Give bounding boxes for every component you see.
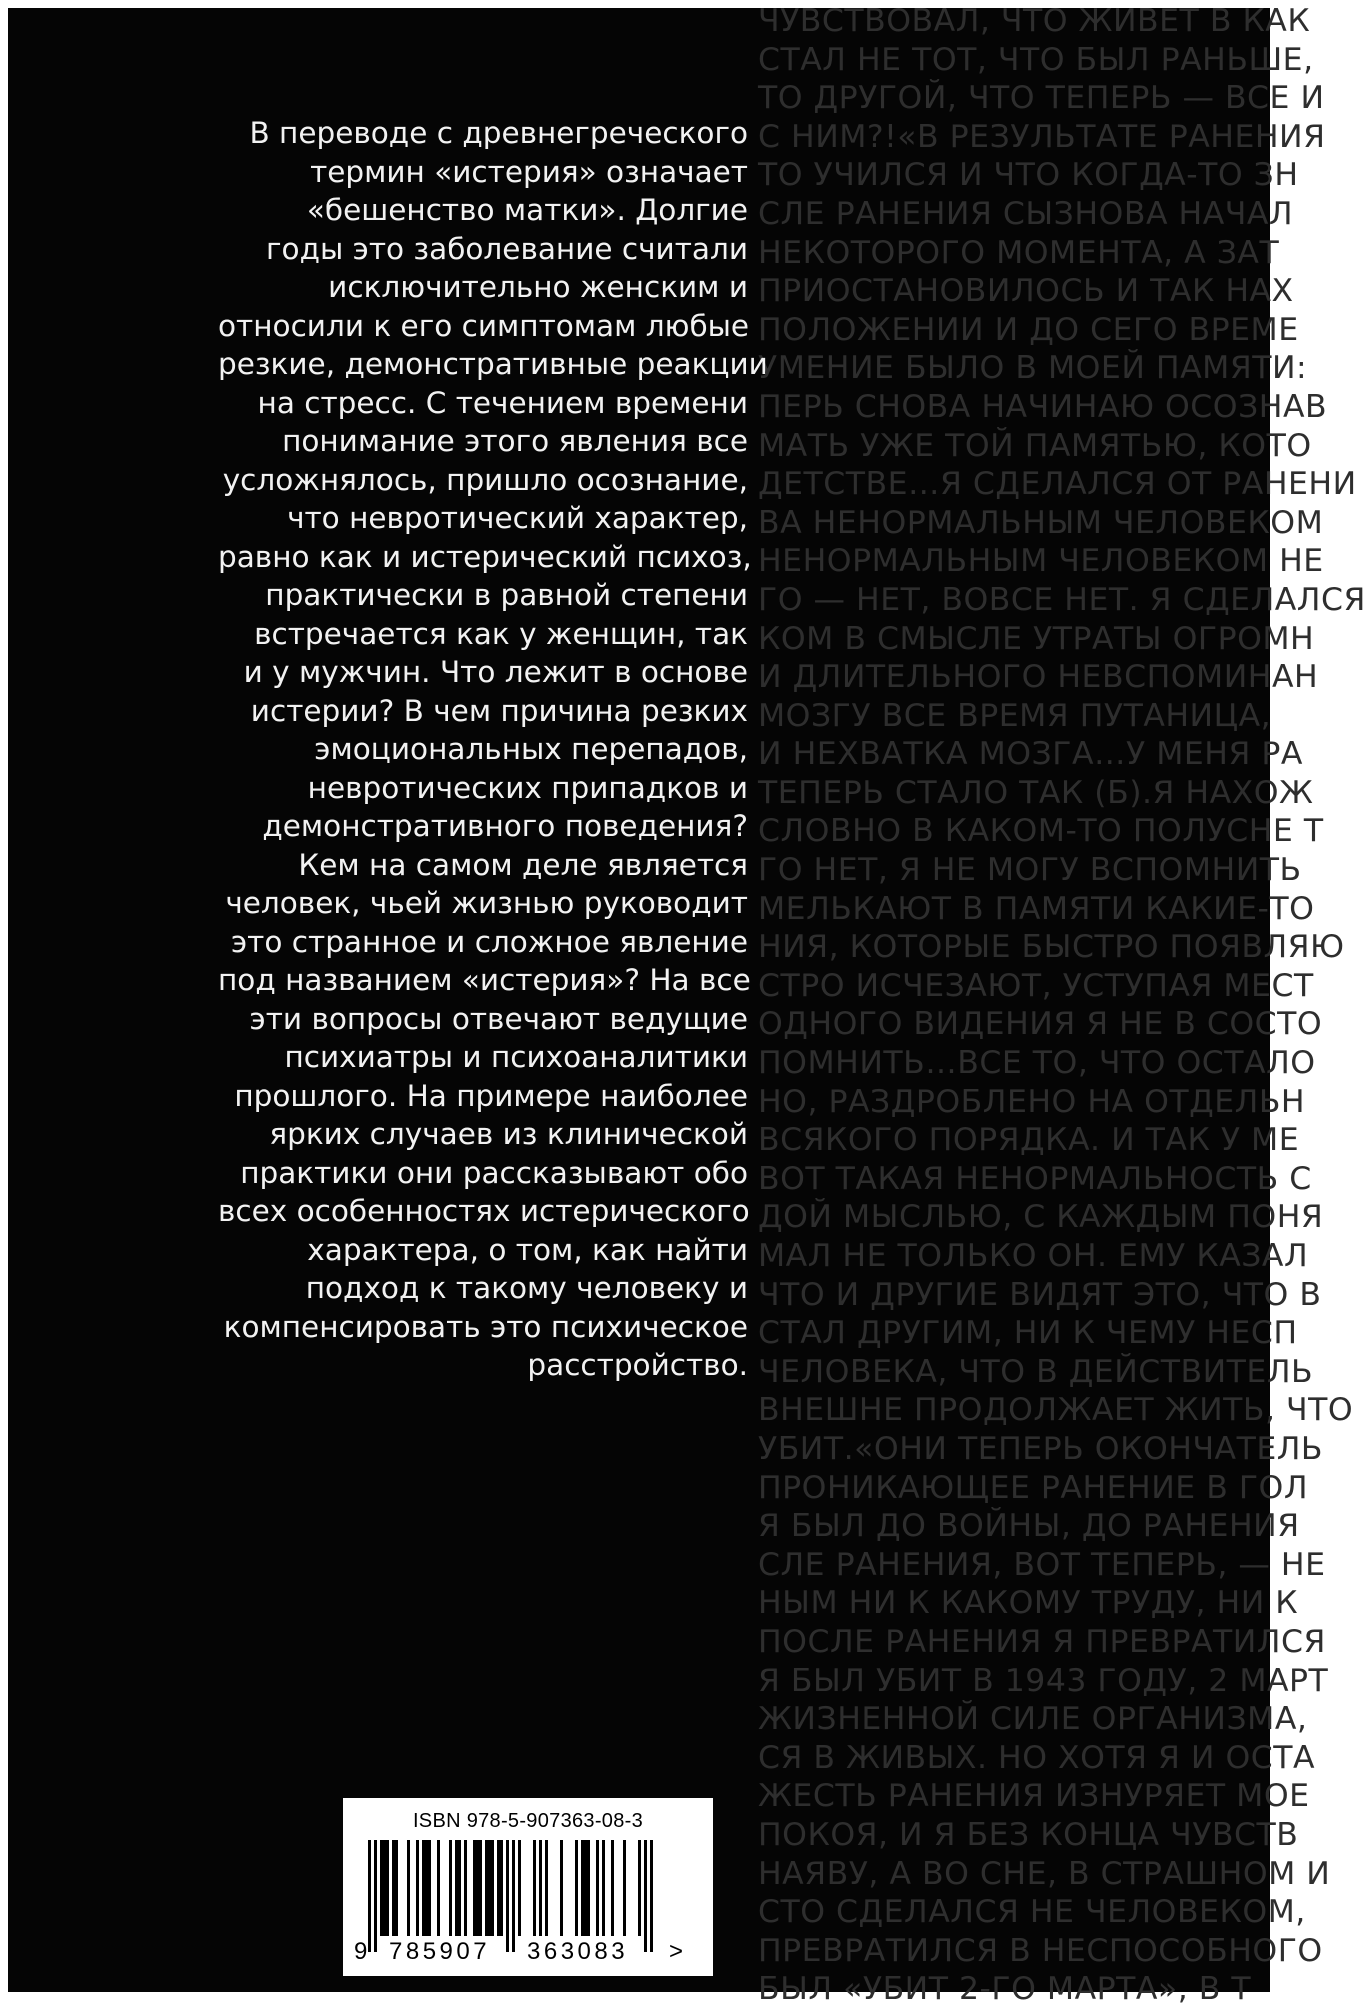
barcode-bar bbox=[587, 1840, 590, 1936]
background-text-line: СЯ В ЖИВЫХ. НО ХОТЯ Я И ОСТА bbox=[758, 1739, 1316, 1776]
blurb-line: «бешенство матки». Долгие bbox=[306, 193, 748, 227]
background-text-column bbox=[758, 2, 1366, 2008]
book-back-cover bbox=[8, 3, 1366, 2008]
barcode-first-digit: 9 bbox=[354, 1938, 371, 1965]
barcode-guard-bar bbox=[650, 1840, 653, 1952]
background-text-line: ЧЕЛОВЕКА, ЧТО В ДЕЙСТВИТЕЛЬ bbox=[758, 1353, 1314, 1390]
background-text-line: НАЯВУ, А ВО СНЕ, В СТРАШНОМ И bbox=[758, 1855, 1331, 1892]
barcode-guard-bar bbox=[506, 1840, 509, 1952]
background-text-line: ГО НЕТ, Я НЕ МОГУ ВСПОМНИТЬ bbox=[758, 852, 1302, 889]
background-text-line: МЕЛЬКАЮТ В ПАМЯТИ КАКИЕ-ТО bbox=[758, 890, 1315, 927]
blurb-line: человек, чьей жизнью руководит bbox=[225, 886, 748, 920]
blurb-line: практики они рассказывают обо bbox=[240, 1155, 748, 1190]
barcode-guard-bar bbox=[644, 1840, 647, 1952]
background-text-line: Я БЫЛ УБИТ В 1943 ГОДУ, 2 МАРТ bbox=[758, 1662, 1329, 1699]
background-text-line: СЛОВНО В КАКОМ-ТО ПОЛУСНЕ Т bbox=[758, 813, 1324, 850]
barcode-bar bbox=[488, 1840, 491, 1936]
background-text-line: ДЕТСТВЕ…Я СДЕЛАЛСЯ ОТ РАНЕНИ bbox=[758, 466, 1357, 503]
barcode-guard-bar bbox=[374, 1840, 377, 1952]
blurb-line: эти вопросы отвечают ведущие bbox=[249, 1001, 748, 1036]
background-text-line: КОМ В СМЫСЛЕ УТРАТЫ ОГРОМН bbox=[758, 620, 1315, 657]
barcode-left-digits: 785907 bbox=[389, 1938, 491, 1965]
barcode-bar bbox=[545, 1840, 548, 1936]
blurb-line: под названием «истерия»? На все bbox=[218, 963, 751, 997]
barcode-bar bbox=[638, 1840, 641, 1936]
barcode-bar bbox=[533, 1840, 536, 1936]
blurb-line: подход к такому человеку и bbox=[305, 1271, 748, 1305]
blurb-line: психиатры и психоаналитики bbox=[284, 1040, 748, 1074]
blurb-line: годы это заболевание считали bbox=[266, 231, 748, 266]
background-text-line: НЕНОРМАЛЬНЫМ ЧЕЛОВЕКОМ НЕ bbox=[758, 543, 1324, 580]
background-text-line: СТРО ИСЧЕЗАЮТ, УСТУПАЯ МЕСТ bbox=[758, 967, 1314, 1004]
barcode-bar bbox=[386, 1840, 389, 1936]
blurb-line: ярких случаев из клинической bbox=[269, 1117, 748, 1151]
barcode-right-digits: 363083 bbox=[527, 1938, 629, 1965]
blurb-line: В переводе с древнегреческого bbox=[249, 116, 748, 150]
barcode-bar bbox=[392, 1840, 395, 1936]
barcode-bar bbox=[485, 1840, 488, 1936]
blurb-line: это странное и сложное явление bbox=[230, 924, 748, 959]
background-text-line: УБИТ.«ОНИ ТЕПЕРЬ ОКОНЧАТЕЛЬ bbox=[758, 1430, 1324, 1467]
blurb-line: на стресс. С течением времени bbox=[257, 385, 748, 420]
barcode-bar bbox=[380, 1840, 383, 1936]
blurb-line: относили к его симптомам любые bbox=[218, 308, 750, 343]
barcode-bar bbox=[383, 1840, 386, 1936]
background-text-line: ПРОНИКАЮЩЕЕ РАНЕНИЕ В ГОЛ bbox=[758, 1469, 1309, 1506]
barcode-bar bbox=[596, 1840, 599, 1936]
background-text-line: СЛЕ РАНЕНИЯ, ВОТ ТЕПЕРЬ, — НЕ bbox=[758, 1546, 1326, 1583]
background-text-line: ВСЯКОГО ПОРЯДКА. И ТАК У МЕ bbox=[758, 1122, 1300, 1159]
barcode-bar bbox=[497, 1840, 500, 1936]
barcode-bar bbox=[458, 1840, 461, 1936]
blurb-line: демонстративного поведения? bbox=[262, 809, 748, 843]
background-text-line: И НЕХВАТКА МОЗГА…У МЕНЯ РА bbox=[758, 736, 1303, 773]
blurb-line: расстройство. bbox=[527, 1348, 748, 1382]
barcode-bar bbox=[584, 1840, 587, 1936]
barcode-guard-bar bbox=[368, 1840, 371, 1952]
background-text-line: УМЕНИЕ БЫЛО В МОЕЙ ПАМЯТИ: bbox=[758, 350, 1308, 387]
blurb-line: прошлого. На примере наиболее bbox=[234, 1078, 748, 1113]
background-text-line: МАЛ НЕ ТОЛЬКО ОН. ЕМУ КАЗАЛ bbox=[758, 1238, 1309, 1274]
background-text-line: СЛЕ РАНЕНИЯ СЫЗНОВА НАЧАЛ bbox=[758, 195, 1294, 232]
background-text-line: НЫМ НИ К КАКОМУ ТРУДУ, НИ К bbox=[758, 1585, 1299, 1622]
background-text-line: И ДЛИТЕЛЬНОГО НЕВСПОМИНАН bbox=[758, 659, 1319, 696]
barcode-guard-bar bbox=[512, 1840, 515, 1952]
barcode-quiet-zone-mark: > bbox=[669, 1938, 684, 1965]
blurb-line: всех особенностях истерического bbox=[218, 1194, 750, 1228]
barcode-bar bbox=[623, 1840, 626, 1936]
blurb-line: усложнялось, пришло осознание, bbox=[222, 462, 748, 497]
background-text-line: ПОМНИТЬ…ВСЕ ТО, ЧТО ОСТАЛО bbox=[758, 1045, 1316, 1082]
blurb-line: практически в равной степени bbox=[265, 578, 748, 612]
background-text-line: МОЗГУ ВСЕ ВРЕМЯ ПУТАНИЦА, bbox=[758, 697, 1272, 734]
blurb-line: невротических припадков и bbox=[307, 770, 748, 805]
background-text-line: Я БЫЛ ДО ВОЙНЫ, ДО РАНЕНИЯ bbox=[758, 1508, 1300, 1545]
background-text-line: ПОЛОЖЕНИИ И ДО СЕГО ВРЕМЕ bbox=[758, 311, 1299, 348]
blurb-line: истерии? В чем причина резких bbox=[250, 693, 748, 728]
isbn-barcode-panel bbox=[343, 1798, 713, 1976]
barcode-bar bbox=[491, 1840, 494, 1936]
blurb-line: равно как и истерический психоз, bbox=[218, 539, 752, 574]
barcode-bar bbox=[518, 1840, 521, 1936]
blurb-line: исключительно женским и bbox=[328, 270, 748, 304]
barcode-bar bbox=[602, 1840, 605, 1936]
background-text-line: ОДНОГО ВИДЕНИЯ Я НЕ В СОСТО bbox=[758, 1006, 1323, 1043]
barcode-bar bbox=[437, 1840, 440, 1936]
isbn-label: ISBN 978-5-907363-08-3 bbox=[412, 1810, 644, 1832]
background-text-line: ЧТО И ДРУГИЕ ВИДЯТ ЭТО, ЧТО В bbox=[758, 1276, 1322, 1313]
blurb-line: компенсировать это психическое bbox=[223, 1309, 748, 1344]
background-text-line: ПОСЛЕ РАНЕНИЯ Я ПРЕВРАТИЛСЯ bbox=[758, 1623, 1326, 1660]
background-text-line: ТО УЧИЛСЯ И ЧТО КОГДА-ТО ЗН bbox=[758, 157, 1299, 194]
barcode-bar bbox=[464, 1840, 467, 1936]
barcode-bar bbox=[407, 1840, 410, 1936]
blurb-line: характера, о том, как найти bbox=[307, 1232, 748, 1267]
barcode-bar bbox=[560, 1840, 563, 1936]
background-text-line: ПЕРЬ СНОВА НАЧИНАЮ ОСОЗНАВ bbox=[758, 388, 1328, 425]
barcode-bar bbox=[395, 1840, 398, 1936]
background-text-line: ЖЕСТЬ РАНЕНИЯ ИЗНУРЯЕТ МОЕ bbox=[758, 1778, 1310, 1815]
barcode-bar bbox=[449, 1840, 452, 1936]
barcode-bar bbox=[422, 1840, 425, 1936]
background-text-line: ПРЕВРАТИЛСЯ В НЕСПОСОБНОГО bbox=[758, 1932, 1323, 1969]
background-text-line: ГО — НЕТ, ВОВСЕ НЕТ. Я СДЕЛАЛСЯ bbox=[758, 581, 1366, 618]
blurb-line: эмоциональных перепадов, bbox=[314, 732, 748, 766]
background-text-line: СТАЛ ДРУГИМ, НИ К ЧЕМУ НЕСП bbox=[758, 1315, 1298, 1352]
background-text-line: ВОТ ТАКАЯ НЕНОРМАЛЬНОСТЬ С bbox=[758, 1160, 1312, 1197]
barcode-bar bbox=[500, 1840, 503, 1936]
blurb-line: что невротический характер, bbox=[287, 501, 748, 535]
barcode-bar bbox=[539, 1840, 542, 1936]
blurb-line: термин «истерия» означает bbox=[310, 154, 748, 189]
blurb-line: понимание этого явления все bbox=[282, 424, 748, 458]
background-text-line: ПОКОЯ, И Я БЕЗ КОНЦА ЧУВСТВ bbox=[758, 1816, 1299, 1853]
barcode-bar bbox=[425, 1840, 428, 1936]
ean13-barcode bbox=[368, 1840, 688, 1952]
background-text-line: СТАЛ НЕ ТОТ, ЧТО БЫЛ РАНЬШЕ, bbox=[758, 41, 1314, 78]
barcode-bar bbox=[473, 1840, 476, 1936]
barcode-bar bbox=[611, 1840, 614, 1936]
background-text-line: БЫЛ «УБИТ 2-ГО МАРТА», В Т bbox=[758, 1971, 1252, 2008]
barcode-bar bbox=[428, 1840, 431, 1936]
barcode-bar bbox=[455, 1840, 458, 1936]
barcode-bar bbox=[581, 1840, 584, 1936]
background-text-line: ЧУВСТВОВАЛ, ЧТО ЖИВЕТ В КАК bbox=[758, 3, 1311, 39]
background-text-line: СТО СДЕЛАЛСЯ НЕ ЧЕЛОВЕКОМ, bbox=[758, 1894, 1306, 1931]
barcode-bar bbox=[416, 1840, 419, 1936]
background-text-line: ВНЕШНЕ ПРОДОЛЖАЕТ ЖИТЬ, ЧТО bbox=[758, 1392, 1354, 1429]
background-text-line: МАТЬ УЖЕ ТОЙ ПАМЯТЬЮ, КОТО bbox=[758, 427, 1312, 464]
barcode-bar bbox=[575, 1840, 578, 1936]
blurb-line: резкие, демонстративные реакции bbox=[218, 347, 768, 381]
background-text-line: ДОЙ МЫСЛЬЮ, С КАЖДЫМ ПОНЯ bbox=[758, 1199, 1324, 1236]
background-text-line: ПРИОСТАНОВИЛОСЬ И ТАК НАХ bbox=[758, 273, 1294, 310]
blurb-line: и у мужчин. Что лежит в основе bbox=[243, 655, 748, 689]
barcode-bar bbox=[479, 1840, 482, 1936]
cover-blurb bbox=[178, 114, 768, 1385]
background-text-line: С НИМ?!«В РЕЗУЛЬТАТЕ РАНЕНИЯ bbox=[758, 118, 1326, 155]
background-text-line: ТЕПЕРЬ СТАЛО ТАК (Б).Я НАХОЖ bbox=[758, 774, 1314, 811]
background-text-line: ЖИЗНЕННОЙ СИЛЕ ОРГАНИЗМА, bbox=[758, 1701, 1308, 1738]
background-text-line: ТО ДРУГОЙ, ЧТО ТЕПЕРЬ — ВСЕ И bbox=[758, 80, 1325, 117]
blurb-line: встречается как у женщин, так bbox=[254, 616, 748, 651]
background-text-line: НЕКОТОРОГО МОМЕНТА, А ЗАТ bbox=[758, 234, 1280, 271]
background-text-line: НИЯ, КОТОРЫЕ БЫСТРО ПОЯВЛЯЮ bbox=[758, 929, 1345, 966]
blurb-line: Кем на самом деле является bbox=[298, 847, 748, 882]
barcode-bar bbox=[476, 1840, 479, 1936]
background-text-line: НО, РАЗДРОБЛЕНО НА ОТДЕЛЬН bbox=[758, 1083, 1306, 1120]
background-text-line: ВА НЕНОРМАЛЬНЫМ ЧЕЛОВЕКОМ bbox=[758, 504, 1324, 541]
